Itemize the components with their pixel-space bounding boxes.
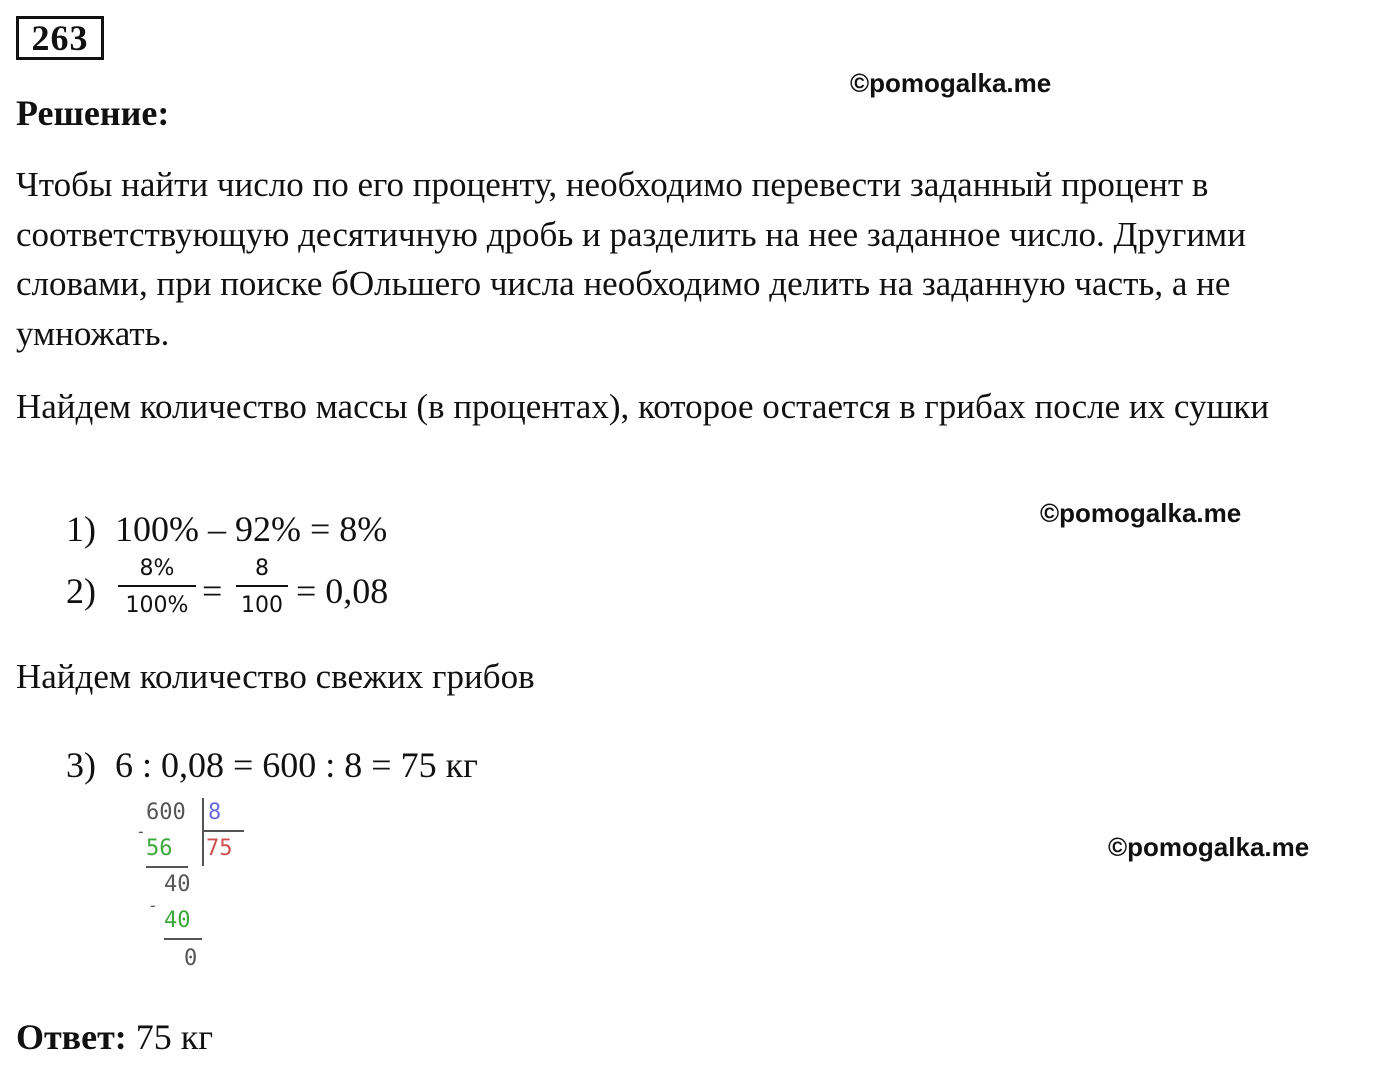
solution-heading: Решение: [16, 93, 170, 133]
answer [16, 1016, 213, 1058]
ld-quotient: 75 [206, 836, 233, 861]
fresh-paragraph: Найдем количество свежих грибов [16, 657, 535, 696]
step-2-number: 2) [66, 571, 96, 611]
fraction-numerator: 8 [255, 556, 269, 581]
equals-sign: = [202, 571, 223, 611]
fraction-denominator: 100% [125, 593, 189, 618]
ld-minus: - [148, 896, 158, 915]
ld-quotient-line [202, 830, 244, 832]
fraction-bar [236, 585, 288, 587]
mass-paragraph: Найдем количество массы (в процентах), которое остается в грибах после их сушки [16, 387, 1270, 426]
step-1-number: 1) [66, 509, 96, 549]
ld-line-2 [164, 938, 202, 940]
fraction-denominator: 100 [241, 593, 283, 618]
ld-vertical-line [202, 798, 204, 866]
ld-subtrahend-2: 40 [164, 908, 191, 933]
ld-dividend: 600 [146, 800, 186, 825]
ld-minus: - [136, 822, 146, 841]
ld-divisor: 8 [208, 800, 222, 825]
fraction-bar [118, 585, 196, 587]
ld-line-1 [146, 866, 188, 868]
step-2-result: = 0,08 [296, 571, 389, 611]
ld-remainder-2: 0 [184, 946, 198, 971]
fraction-percent [118, 556, 196, 618]
watermark: ©pomogalka.me [850, 68, 1052, 98]
answer-label: Ответ: [16, 1017, 127, 1057]
step-3 [66, 744, 478, 786]
ld-remainder-1: 40 [164, 872, 191, 897]
step-3-expression: 6 : 0,08 = 600 : 8 = 75 кг [115, 745, 478, 785]
fraction-numerator: 8% [139, 556, 175, 581]
step-1 [66, 508, 387, 550]
step-3-number: 3) [66, 745, 96, 785]
step-1-expression: 100% – 92% = 8% [115, 509, 388, 549]
answer-value: 75 кг [135, 1017, 214, 1057]
watermark: ©pomogalka.me [1040, 498, 1242, 528]
rule-paragraph: Чтобы найти число по его проценту, необходимо перевести заданный процент в соответствующую десятичную дробь и разделить на нее заданное число. Другими словами, при поиске бОльшего числа необходимо делить на заданную часть, а не умножать. [16, 165, 1246, 353]
ld-subtrahend-1: 56 [146, 836, 173, 861]
watermark: ©pomogalka.me [1108, 832, 1310, 862]
task-number: 263 [16, 16, 104, 60]
fraction-decimal [236, 556, 288, 618]
